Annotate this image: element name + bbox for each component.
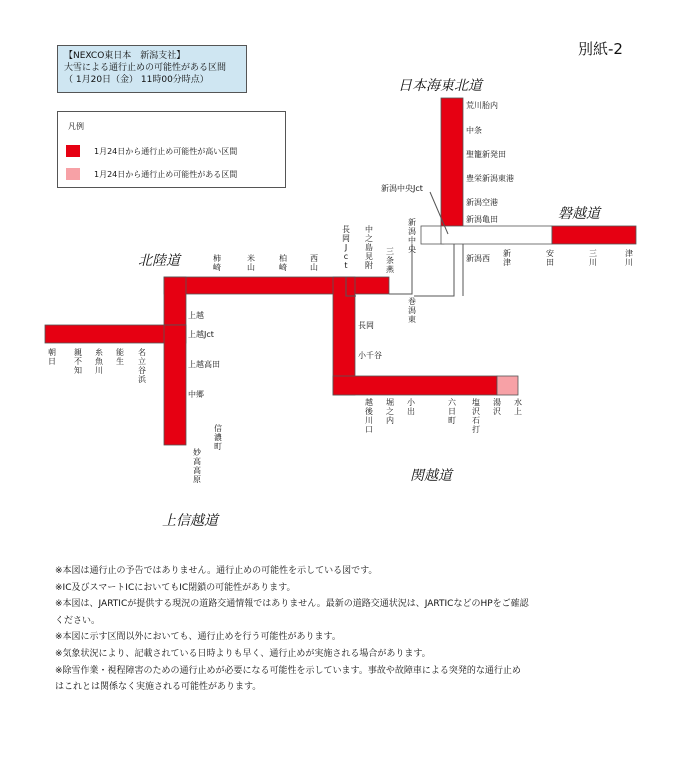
note-line: ※除雪作業・視程障害のための通行止めが必要になる可能性を示しています。事故や故障車による突発的な通行止め bbox=[55, 665, 521, 676]
ic-label-itoigawa: 糸魚川 bbox=[95, 348, 103, 375]
ic-label-joetsu-jct: 上越Jct bbox=[188, 330, 214, 339]
note-line: ※IC及びスマートICにおいてもIC閉鎖の可能性があります。 bbox=[55, 582, 296, 593]
segment-kanetsu-pink bbox=[497, 376, 518, 395]
ic-label-sannocho: 三条燕 bbox=[386, 247, 394, 274]
ic-label-nou: 能生 bbox=[116, 348, 124, 366]
road-labels bbox=[138, 78, 602, 529]
segment-kanetsu bbox=[333, 376, 497, 395]
ic-label-niigata-chuo: 新潟中央 bbox=[408, 218, 416, 254]
ic-label-niigata-nishi: 新潟西 bbox=[466, 254, 490, 263]
header-line-2: 大雪による通行止めの可能性がある区間 bbox=[64, 63, 227, 73]
legend-label-high: 1月24日から通行止め可能性が高い区間 bbox=[94, 146, 238, 156]
header-line-3: （ 1月20日（金） 11時00分時点） bbox=[64, 75, 209, 85]
ic-label-nishiyama: 西山 bbox=[310, 254, 318, 272]
ic-label-koide: 小出 bbox=[407, 398, 415, 416]
road-label-hokuriku: 北陸道 bbox=[138, 253, 180, 269]
ic-label-nagaoka-jct: 長岡 J c t bbox=[342, 225, 350, 270]
ic-label-shibata: 聖籠新発田 bbox=[466, 150, 506, 159]
road-label-banetsu: 磐越道 bbox=[558, 206, 600, 222]
ic-label-myoko: 妙高高原 bbox=[193, 448, 201, 484]
note-line: ください。 bbox=[55, 615, 101, 626]
segment-banetsu-niigata bbox=[441, 226, 552, 244]
ic-label-joetsu: 上越 bbox=[188, 311, 204, 320]
ic-label-muikamachi: 六日町 bbox=[448, 398, 456, 425]
road-label-nihonkai: 日本海東北道 bbox=[398, 78, 482, 94]
road-label-kanetsu: 関越道 bbox=[410, 468, 452, 484]
road-label-joshinetsu: 上信越道 bbox=[162, 513, 218, 529]
ic-label-asahi: 朝日 bbox=[48, 348, 56, 366]
ic-label-arakawa: 荒川胎内 bbox=[466, 101, 498, 110]
ic-label-mikawa: 三川 bbox=[589, 249, 597, 267]
ic-label-minakami: 水上 bbox=[514, 398, 522, 416]
legend-title: 凡例 bbox=[68, 122, 84, 131]
connector-banetsu-link bbox=[414, 244, 454, 296]
legend-label-possible: 1月24日から通行止め可能性がある区間 bbox=[94, 169, 238, 179]
ic-label-nadachi: 名立谷浜 bbox=[138, 348, 146, 384]
segment-banetsu bbox=[552, 226, 636, 244]
ic-label-yoneyama: 米山 bbox=[247, 254, 255, 272]
segment-joshinetsu bbox=[164, 325, 186, 445]
ic-label-maki: 巻潟東 bbox=[408, 297, 416, 324]
note-line: ※気象状況により、記載されている日時よりも早く、通行止めが実施される場合があります。 bbox=[55, 648, 431, 659]
ic-label-shiozawa: 塩沢石打 bbox=[472, 398, 480, 434]
road-segments bbox=[45, 98, 636, 445]
header-line-1: 【NEXCO東日本 新潟支社】 bbox=[64, 51, 186, 61]
ic-label-yasuda: 安田 bbox=[546, 249, 554, 267]
ic-label-yuzawa: 湯沢 bbox=[493, 398, 501, 416]
segment-nihonkai bbox=[441, 98, 463, 234]
note-line: ※本図は通行止の予告ではありません。通行止めの可能性を示している図です。 bbox=[55, 566, 378, 576]
ic-label-nakanoshima: 中之島見附 bbox=[365, 225, 373, 270]
ic-label-kashiwazaki: 柏崎 bbox=[279, 254, 287, 272]
document-id: 別紙-2 bbox=[578, 40, 623, 58]
ic-label-joetsu-takada: 上越高田 bbox=[188, 360, 220, 369]
note-line: ※本図は、JARTICが提供する現況の道路交通情報ではありません。最新の道路交通状況は、JARTICなどのHPをご確認 bbox=[55, 599, 529, 610]
ic-label-kakizaki: 柿崎 bbox=[213, 254, 221, 272]
ic-label-chuo-jct: 新潟中央Jct bbox=[381, 184, 423, 193]
ic-label-ojiya: 小千谷 bbox=[358, 351, 382, 360]
ic-label-kameda: 新潟亀田 bbox=[466, 215, 498, 224]
note-line: はこれとは関係なく実施される可能性があります。 bbox=[55, 682, 262, 693]
ic-label-nakajo: 中条 bbox=[466, 126, 482, 135]
ic-label-echigo-kawaguchi: 越後川口 bbox=[365, 398, 373, 434]
note-line: ※本図に示す区間以外においても、通行止めを行う可能性があります。 bbox=[55, 632, 341, 643]
ic-label-shinano: 信濃町 bbox=[214, 424, 222, 451]
ic-label-niitsu: 新津 bbox=[503, 249, 511, 267]
ic-label-oyashirazu: 親不知 bbox=[74, 348, 82, 375]
ic-label-nakago: 中郷 bbox=[188, 390, 204, 399]
ic-label-tsugawa: 津川 bbox=[625, 249, 633, 267]
ic-label-airport: 新潟空港 bbox=[466, 198, 498, 207]
ic-label-nagaoka: 長岡 bbox=[358, 321, 374, 330]
segment-chuo-jct bbox=[421, 226, 444, 244]
ic-label-horinouchi: 堀之内 bbox=[386, 398, 394, 425]
notes bbox=[55, 563, 615, 696]
ic-label-toyosaka: 豊栄新潟東港 bbox=[466, 174, 514, 183]
